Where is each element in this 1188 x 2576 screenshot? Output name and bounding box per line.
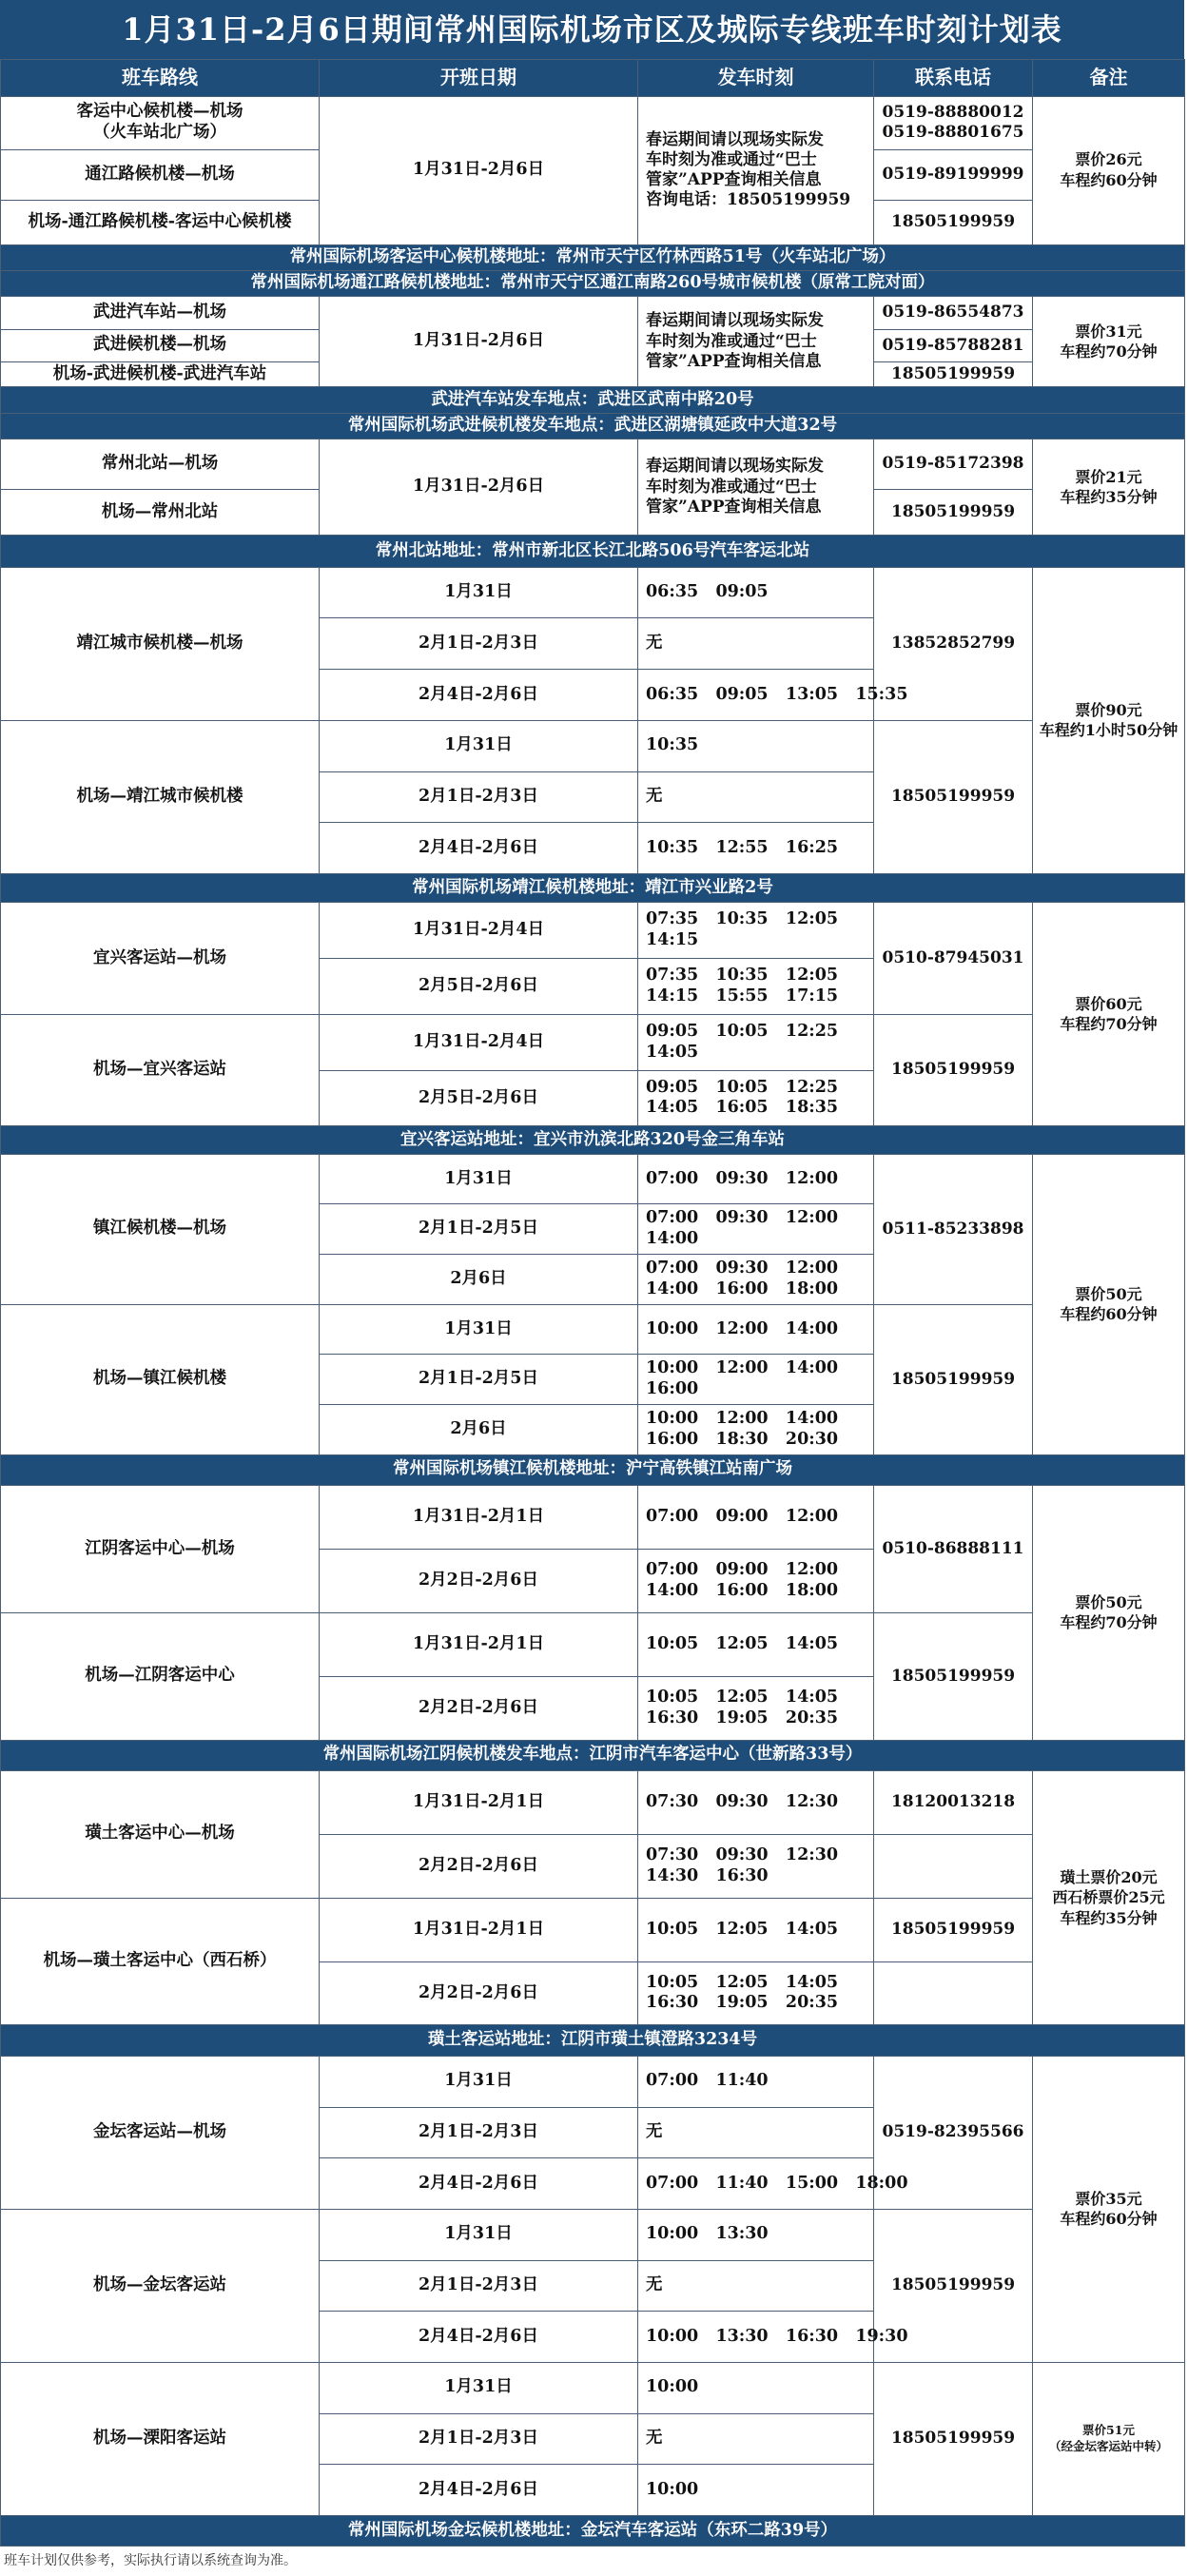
route-cell: 江阴客运中心—机场 [1, 1486, 320, 1613]
time-cell: 07:00 09:30 12:00 14:00 [638, 1204, 874, 1255]
table-row [1, 1612, 1185, 1676]
date-cell: 2月1日-2月3日 [320, 2260, 638, 2312]
date-cell: 1月31日-2月4日 [320, 903, 638, 959]
date-cell: 1月31日-2月1日 [320, 1770, 638, 1834]
date-cell: 1月31日 [320, 567, 638, 618]
schedule-info-cell: 春运期间请以现场实际发 车时刻为准或通过“巴士 管家”APP查询相关信息 [638, 297, 874, 387]
section-address-row [1, 2025, 1185, 2056]
time-cell: 10:35 12:55 16:25 [638, 823, 874, 874]
date-cell: 2月2日-2月6日 [320, 1834, 638, 1898]
route-cell: 镇江候机楼—机场 [1, 1154, 320, 1304]
note-cell: 票价51元 （经金坛客运站中转） [1033, 2362, 1185, 2515]
phone-cell: 0510-86888111 [874, 1486, 1033, 1613]
table-row [1, 1898, 1185, 1961]
phone-cell: 18505199959 [874, 1304, 1033, 1454]
time-cell: 无 [638, 2413, 874, 2465]
date-cell: 1月31日 [320, 1304, 638, 1355]
phone-cell: 13852852799 [874, 567, 1033, 720]
phone-cell: 18505199959 [874, 720, 1033, 873]
date-cell: 2月1日-2月3日 [320, 618, 638, 670]
date-cell: 2月4日-2月6日 [320, 670, 638, 721]
date-cell: 1月31日 [320, 2362, 638, 2413]
note-cell: 票价31元 车程约70分钟 [1033, 297, 1185, 387]
route-cell: 靖江城市候机楼—机场 [1, 567, 320, 720]
time-cell: 10:05 12:05 14:05 16:30 19:05 20:35 [638, 1676, 874, 1740]
phone-cell: 0519-85788281 [874, 329, 1033, 361]
empty-phone-cell [874, 1834, 1033, 1898]
date-cell: 2月1日-2月3日 [320, 771, 638, 823]
time-cell: 10:05 12:05 14:05 16:30 19:05 20:35 [638, 1961, 874, 2025]
note-cell: 票价50元 车程约70分钟 [1033, 1486, 1185, 1740]
date-cell: 2月2日-2月6日 [320, 1549, 638, 1612]
table-row [1, 439, 1185, 490]
date-cell: 1月31日 [320, 1154, 638, 1204]
header-date: 开班日期 [320, 60, 638, 97]
date-cell: 1月31日 [320, 2056, 638, 2107]
phone-cell: 18505199959 [874, 200, 1033, 244]
date-cell: 1月31日-2月1日 [320, 1612, 638, 1676]
header-phone: 联系电话 [874, 60, 1033, 97]
phone-cell: 18505199959 [874, 489, 1033, 536]
phone-cell: 0519-85172398 [874, 439, 1033, 490]
note-cell: 票价90元 车程约1小时50分钟 [1033, 567, 1185, 873]
table-row [1, 903, 1185, 959]
date-cell: 2月6日 [320, 1255, 638, 1305]
date-cell: 2月1日-2月5日 [320, 1204, 638, 1255]
header-route: 班车路线 [1, 60, 320, 97]
phone-cell: 18505199959 [874, 2362, 1033, 2515]
table-row [1, 297, 1185, 329]
time-cell: 09:05 10:05 12:25 14:05 [638, 1014, 874, 1070]
note-cell: 璜土票价20元 西石桥票价25元 车程约35分钟 [1033, 1770, 1185, 2024]
time-cell: 07:30 09:30 12:30 14:30 16:30 [638, 1834, 874, 1898]
time-cell: 无 [638, 2260, 874, 2312]
route-cell: 武进汽车站—机场 [1, 297, 320, 329]
table-row [1, 567, 1185, 618]
address-text: 常州国际机场江阴候机楼发车地点：江阴市汽车客运中心（世新路33号） [1, 1740, 1185, 1770]
footer-disclaimer: 班车计划仅供参考，实际执行请以系统查询为准。 [0, 2547, 1188, 2576]
phone-cell: 18505199959 [874, 2209, 1033, 2362]
table-row [1, 1014, 1185, 1070]
address-text: 常州国际机场靖江候机楼地址：靖江市兴业路2号 [1, 873, 1185, 902]
time-cell: 10:05 12:05 14:05 [638, 1898, 874, 1961]
time-cell: 07:00 11:40 15:00 18:00 [638, 2158, 874, 2210]
route-cell: 机场—璜土客运中心（西石桥） [1, 1898, 320, 2025]
table-header-row [1, 60, 1185, 97]
note-cell: 票价50元 车程约60分钟 [1033, 1154, 1185, 1454]
date-cell: 1月31日 [320, 2209, 638, 2260]
date-cell: 1月31日-2月4日 [320, 1014, 638, 1070]
table-row [1, 2056, 1185, 2107]
table-row [1, 2362, 1185, 2413]
section-address-row [1, 1126, 1185, 1154]
time-cell: 无 [638, 771, 874, 823]
time-cell: 09:05 10:05 12:25 14:05 16:05 18:35 [638, 1070, 874, 1126]
time-cell: 06:35 09:05 13:05 15:35 [638, 670, 874, 721]
route-cell: 机场—镇江候机楼 [1, 1304, 320, 1454]
header-departure-time: 发车时刻 [638, 60, 874, 97]
section-address-row [1, 536, 1185, 567]
time-cell: 10:00 13:30 [638, 2209, 874, 2260]
date-cell: 1月31日-2月6日 [320, 297, 638, 387]
route-cell: 武进候机楼—机场 [1, 329, 320, 361]
address-text: 武进汽车站发车地点：武进区武南中路20号 [1, 387, 1185, 413]
time-cell: 10:00 [638, 2362, 874, 2413]
phone-cell: 18120013218 [874, 1770, 1033, 1834]
route-cell: 机场—江阴客运中心 [1, 1612, 320, 1740]
date-cell: 2月2日-2月6日 [320, 1961, 638, 2025]
time-cell: 07:00 09:30 12:00 [638, 1154, 874, 1204]
time-cell: 10:05 12:05 14:05 [638, 1612, 874, 1676]
section-address-row [1, 244, 1185, 270]
route-cell: 机场—金坛客运站 [1, 2209, 320, 2362]
section-address-row [1, 387, 1185, 413]
address-text: 常州国际机场客运中心候机楼地址：常州市天宁区竹林西路51号（火车站北广场） [1, 244, 1185, 270]
time-cell: 07:35 10:35 12:05 14:15 [638, 903, 874, 959]
route-cell: 机场—溧阳客运站 [1, 2362, 320, 2515]
date-cell: 2月4日-2月6日 [320, 2312, 638, 2363]
date-cell: 1月31日 [320, 720, 638, 771]
table-row [1, 1770, 1185, 1834]
date-cell: 2月1日-2月3日 [320, 2413, 638, 2465]
route-cell: 机场—宜兴客运站 [1, 1014, 320, 1126]
address-text: 璜土客运站地址：江阴市璜土镇澄路3234号 [1, 2025, 1185, 2056]
address-text: 常州北站地址：常州市新北区长江北路506号汽车客运北站 [1, 536, 1185, 567]
date-cell: 2月2日-2月6日 [320, 1676, 638, 1740]
time-cell: 10:35 [638, 720, 874, 771]
route-cell: 机场-武进候机楼-武进汽车站 [1, 362, 320, 387]
page-title: 1月31日-2月6日期间常州国际机场市区及城际专线班车时刻计划表 [0, 0, 1184, 59]
phone-cell: 18505199959 [874, 1898, 1033, 1961]
date-cell: 1月31日-2月6日 [320, 439, 638, 536]
schedule-info-cell: 春运期间请以现场实际发 车时刻为准或通过“巴士 管家”APP查询相关信息 咨询电话：18505199959 [638, 96, 874, 244]
phone-cell: 18505199959 [874, 362, 1033, 387]
date-cell: 2月4日-2月6日 [320, 823, 638, 874]
date-cell: 2月4日-2月6日 [320, 2465, 638, 2516]
table-row [1, 96, 1185, 150]
time-cell: 无 [638, 2107, 874, 2158]
table-row [1, 1154, 1185, 1204]
table-row [1, 2209, 1185, 2260]
phone-cell: 18505199959 [874, 1014, 1033, 1126]
route-cell: 金坛客运站—机场 [1, 2056, 320, 2209]
time-cell: 10:00 12:00 14:00 [638, 1304, 874, 1355]
route-cell: 宜兴客运站—机场 [1, 903, 320, 1015]
time-cell: 10:00 12:00 14:00 16:00 18:30 20:30 [638, 1405, 874, 1455]
date-cell: 2月5日-2月6日 [320, 1070, 638, 1126]
time-cell: 07:00 11:40 [638, 2056, 874, 2107]
time-cell: 07:30 09:30 12:30 [638, 1770, 874, 1834]
phone-cell: 0519-82395566 [874, 2056, 1033, 2209]
section-address-row [1, 413, 1185, 439]
route-cell: 通江路候机楼—机场 [1, 150, 320, 201]
date-cell: 1月31日-2月1日 [320, 1486, 638, 1550]
section-address-row [1, 873, 1185, 902]
table-row [1, 1304, 1185, 1355]
date-cell: 2月1日-2月5日 [320, 1355, 638, 1405]
address-text: 常州国际机场镇江候机楼地址：沪宁高铁镇江站南广场 [1, 1454, 1185, 1485]
route-cell: 机场—常州北站 [1, 489, 320, 536]
route-cell: 常州北站—机场 [1, 439, 320, 490]
phone-cell: 0519-86554873 [874, 297, 1033, 329]
section-address-row [1, 1454, 1185, 1485]
date-cell: 2月1日-2月3日 [320, 2107, 638, 2158]
empty-phone-cell [874, 1961, 1033, 2025]
phone-cell: 0510-87945031 [874, 903, 1033, 1015]
table-row [1, 720, 1185, 771]
section-address-row [1, 270, 1185, 296]
phone-cell: 0511-85233898 [874, 1154, 1033, 1304]
date-cell: 1月31日-2月6日 [320, 96, 638, 244]
time-cell: 06:35 09:05 [638, 567, 874, 618]
header-notes: 备注 [1033, 60, 1185, 97]
phone-cell: 0519-88880012 0519-88801675 [874, 96, 1033, 150]
note-cell: 票价60元 车程约70分钟 [1033, 903, 1185, 1126]
section-address-row [1, 2516, 1185, 2547]
date-cell: 2月5日-2月6日 [320, 959, 638, 1015]
note-cell: 票价21元 车程约35分钟 [1033, 439, 1185, 536]
table-row [1, 1486, 1185, 1550]
time-cell: 10:00 [638, 2465, 874, 2516]
time-cell: 10:00 12:00 14:00 16:00 [638, 1355, 874, 1405]
note-cell: 票价26元 车程约60分钟 [1033, 96, 1185, 244]
note-cell: 票价35元 车程约60分钟 [1033, 2056, 1185, 2362]
date-cell: 2月6日 [320, 1405, 638, 1455]
phone-cell: 18505199959 [874, 1612, 1033, 1740]
route-cell: 客运中心候机楼—机场 （火车站北广场） [1, 96, 320, 150]
route-cell: 璜土客运中心—机场 [1, 1770, 320, 1898]
time-cell: 无 [638, 618, 874, 670]
time-cell: 07:00 09:00 12:00 [638, 1486, 874, 1550]
time-cell: 07:00 09:30 12:00 14:00 16:00 18:00 [638, 1255, 874, 1305]
section-address-row [1, 1740, 1185, 1770]
address-text: 宜兴客运站地址：宜兴市氿滨北路320号金三角车站 [1, 1126, 1185, 1154]
address-text: 常州国际机场通江路候机楼地址：常州市天宁区通江南路260号城市候机楼（原常工院对面） [1, 270, 1185, 296]
time-cell: 07:00 09:00 12:00 14:00 16:00 18:00 [638, 1549, 874, 1612]
time-cell: 07:35 10:35 12:05 14:15 15:55 17:15 [638, 959, 874, 1015]
time-cell: 10:00 13:30 16:30 19:30 [638, 2312, 874, 2363]
schedule-table [0, 59, 1185, 2547]
address-text: 常州国际机场金坛候机楼地址：金坛汽车客运站（东环二路39号） [1, 2516, 1185, 2547]
schedule-info-cell: 春运期间请以现场实际发 车时刻为准或通过“巴士 管家”APP查询相关信息 [638, 439, 874, 536]
route-cell: 机场—靖江城市候机楼 [1, 720, 320, 873]
date-cell: 2月4日-2月6日 [320, 2158, 638, 2210]
address-text: 常州国际机场武进候机楼发车地点：武进区湖塘镇延政中大道32号 [1, 413, 1185, 439]
route-cell: 机场-通江路候机楼-客运中心候机楼 [1, 200, 320, 244]
date-cell: 1月31日-2月1日 [320, 1898, 638, 1961]
phone-cell: 0519-89199999 [874, 150, 1033, 201]
